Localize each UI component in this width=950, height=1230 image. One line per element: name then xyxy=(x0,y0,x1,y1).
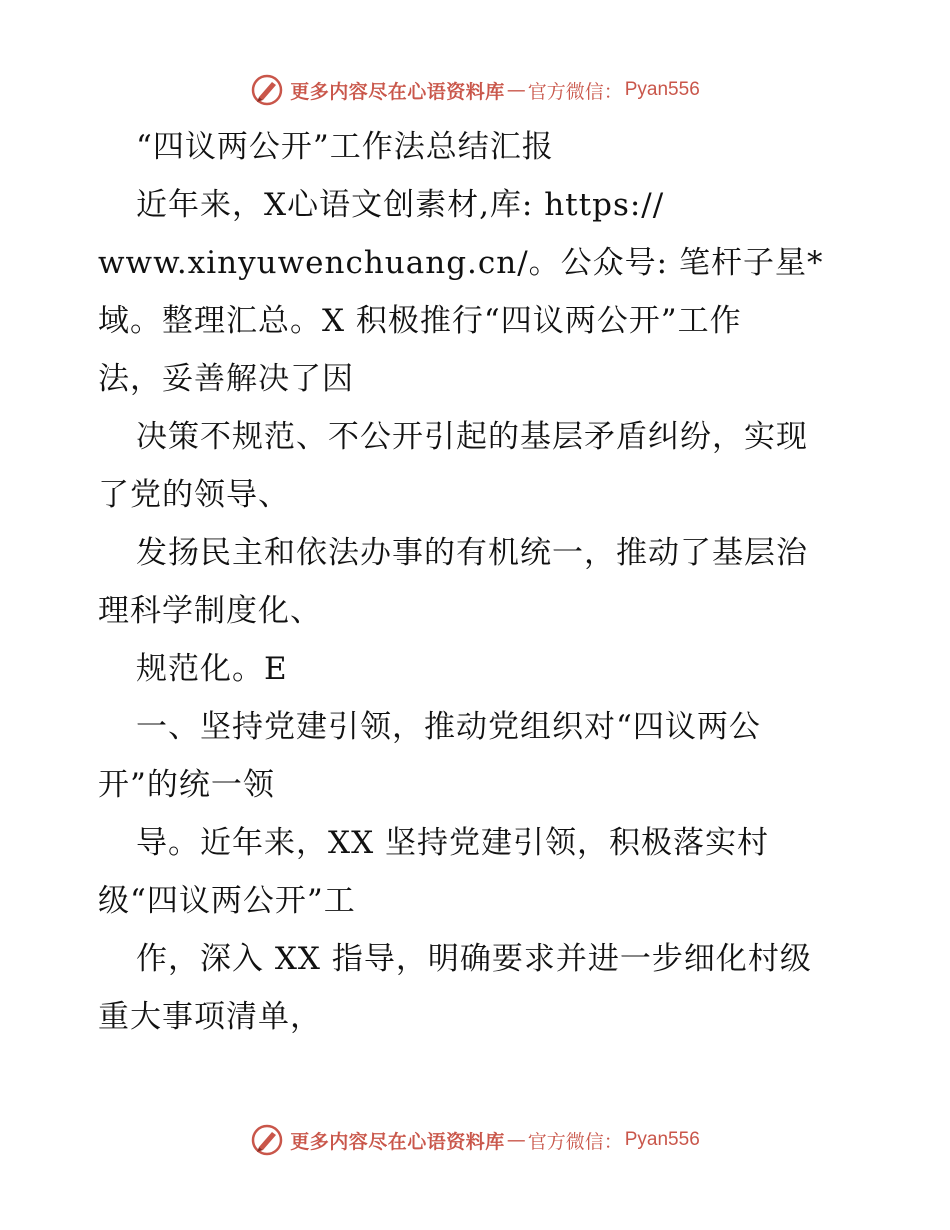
body-line: 重大事项清单， xyxy=(98,999,322,1035)
document-body xyxy=(98,118,858,1046)
body-line: 发扬民主和依法办事的有机统一，推动了基层治 xyxy=(136,535,808,571)
body-line: www.xinyuwenchuang.cn/。公众号: 笔杆子星* xyxy=(98,245,824,281)
header-watermark xyxy=(0,72,950,108)
section-heading-line: 开”的统一领 xyxy=(98,767,275,803)
pen-logo-icon xyxy=(250,1123,284,1157)
watermark-wechat-id: Pyan556 xyxy=(624,79,700,100)
watermark-wechat-id: Pyan556 xyxy=(624,1129,700,1150)
body-line: 作，深入 XX 指导，明确要求并进一步细化村级 xyxy=(136,941,812,977)
watermark-label: 官方微信： xyxy=(527,80,623,103)
watermark-label: 官方微信： xyxy=(527,1130,623,1153)
pen-logo-icon xyxy=(250,73,284,107)
document-title: “四议两公开”工作法总结汇报 xyxy=(136,129,554,165)
body-line: 域。整理汇总。X 积极推行“四议两公开”工作 xyxy=(98,303,742,339)
body-line: 理科学制度化、 xyxy=(98,593,322,629)
footer-watermark xyxy=(0,1122,950,1158)
body-line: 导。近年来，XX 坚持党建引领，积极落实村 xyxy=(136,825,769,861)
watermark-dash: — xyxy=(506,1129,526,1151)
body-line: 规范化。E xyxy=(136,651,288,687)
body-line: 级“四议两公开”工 xyxy=(98,883,356,919)
watermark-brand: 更多内容尽在心语资料库 xyxy=(290,80,505,103)
body-line: 决策不规范、不公开引起的基层矛盾纠纷，实现 xyxy=(136,419,808,455)
body-line: 近年来，X心语文创素材,库: https:// xyxy=(136,187,665,223)
body-line: 了党的领导、 xyxy=(98,477,290,513)
watermark-dash: — xyxy=(506,79,526,101)
body-line: 法，妥善解决了因 xyxy=(98,361,354,397)
watermark-brand: 更多内容尽在心语资料库 xyxy=(290,1130,505,1153)
section-heading-line: 一、坚持党建引领，推动党组织对“四议两公 xyxy=(136,709,761,745)
